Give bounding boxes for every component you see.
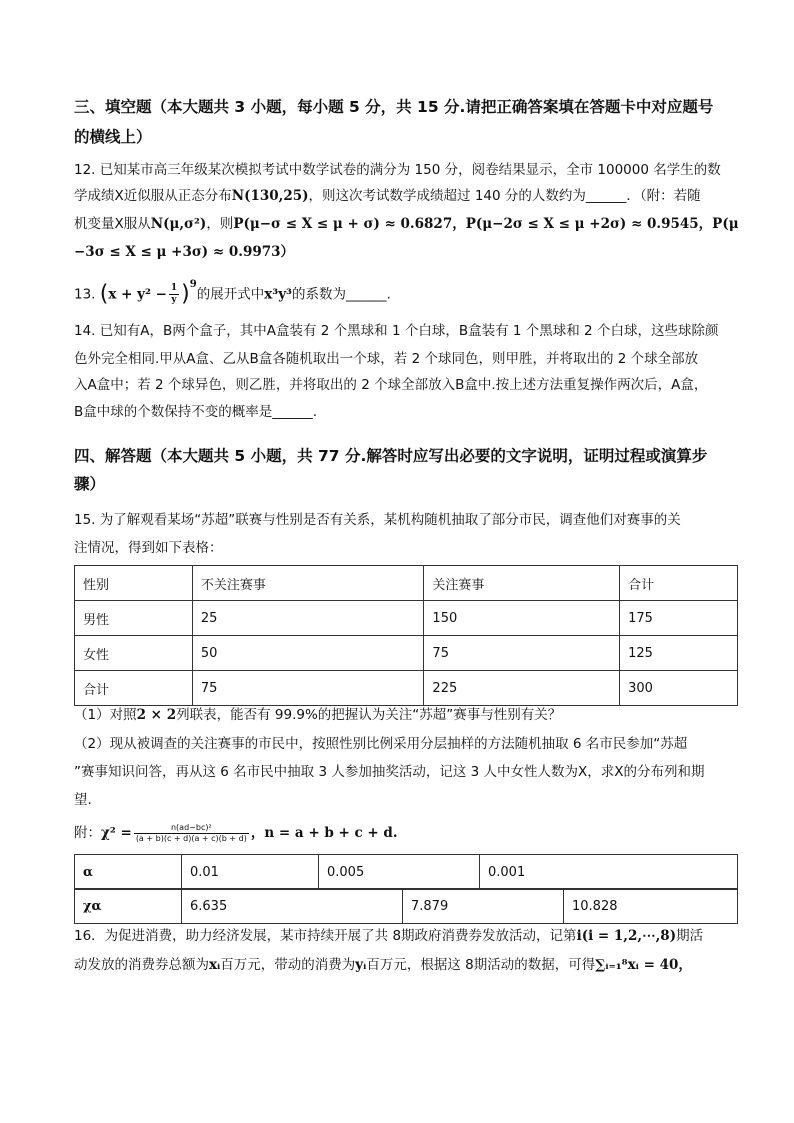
q13-exponent: 9 — [189, 279, 197, 290]
q12-line1: 12. 已知某市高三年级某次模拟考试中数学试卷的满分为 150 分，阅卷结果显示，全市 100000 名学生的数 — [74, 162, 721, 178]
q16-text: 百万元，带动的消费为 — [220, 957, 356, 973]
q15-critical-value-table-row2 — [74, 888, 738, 924]
table-cell: 75 — [424, 636, 620, 671]
q16-line1 — [74, 926, 703, 946]
q16-math: yᵢ — [355, 957, 367, 973]
table-header-cell: 性别 — [75, 566, 193, 601]
q13-fraction — [169, 283, 179, 306]
formula-lhs: χ² = — [101, 825, 132, 841]
formula-rhs: ，n = a + b + c + d. — [250, 825, 398, 841]
formula-num: n(ad−bc)² — [134, 823, 249, 834]
q13-expr: x + y² − — [108, 286, 167, 303]
q16-text: 动发放的消费券总额为 — [74, 957, 209, 973]
q13-text: 的展开式中 — [196, 286, 265, 303]
q13-number: 13. — [74, 286, 96, 303]
section3-heading-line2: 的横线上） — [74, 128, 152, 146]
table-cell: 225 — [424, 671, 620, 706]
q12-line3 — [74, 214, 739, 234]
formula-prefix: 附： — [74, 825, 101, 841]
table-cell: 0.01 — [182, 855, 319, 890]
table-row — [75, 889, 738, 924]
table-cell: 300 — [620, 671, 738, 706]
section4-heading-line1: 四、解答题（本大题共 5 小题，共 77 分.解答时应写出必要的文字说明，证明过程或演算步 — [74, 447, 708, 465]
q15-part2-line2: ”赛事知识问答，再从这 6 名市民中抽取 3 人参加抽奖活动，记这 3 人中女性人数为X，求X的分布列和期 — [74, 764, 705, 780]
table-row — [75, 601, 738, 636]
table-cell: 6.635 — [182, 889, 403, 924]
q15-text: （1）对照 — [74, 707, 137, 723]
alpha-label: α — [75, 855, 182, 890]
q12-math: P(μ−σ ≤ X ≤ μ + σ) ≈ 0.6827，P(μ−2σ ≤ X ≤ μ +2σ) ≈ 0.9545，P(μ — [233, 216, 739, 232]
q12-math: N(μ,σ²) — [150, 216, 207, 232]
q15-math: 2 × 2 — [136, 707, 177, 723]
table-row — [75, 671, 738, 706]
open-paren: ( — [99, 281, 109, 307]
q13-frac-den: y — [171, 295, 177, 305]
table-cell: 150 — [424, 601, 620, 636]
q12-line2 — [74, 186, 701, 206]
chi-alpha-label: χα — [75, 889, 182, 924]
q12-text: ，则 — [206, 216, 234, 232]
q15-line1: 15. 为了解观看某场“苏超”联赛与性别是否有关系，某机构随机抽取了部分市民，调查他们对赛事的关 — [74, 512, 681, 528]
q13-text: 的系数为______. — [291, 286, 391, 303]
q14-line2: 色外完全相同.甲从A盒、乙从B盒各随机取出一个球，若 2 个球同色，则甲胜，并将取出的 2 个球全部放 — [74, 351, 699, 367]
q12-text: 机变量X服从 — [74, 216, 151, 232]
table-cell: 0.005 — [319, 855, 480, 890]
q15-text: 列联表，能否有 99.9%的把握认为关注“苏超”赛事与性别有关？ — [176, 707, 562, 723]
q16-line2 — [74, 955, 692, 975]
table-cell: 男性 — [75, 601, 193, 636]
q16-math: i(i = 1,2,⋯,8) — [576, 928, 677, 944]
q12-math: N(130,25) — [231, 188, 309, 204]
table-cell: 女性 — [75, 636, 193, 671]
table-cell: 75 — [192, 671, 424, 706]
table-header-cell: 不关注赛事 — [192, 566, 424, 601]
q15-line2: 注情况，得到如下表格： — [74, 540, 223, 556]
formula-fraction — [134, 823, 249, 844]
table-cell: 175 — [620, 601, 738, 636]
q13-frac-num: 1 — [170, 283, 178, 293]
q14-line3: 入A盒中；若 2 个球异色，则乙胜，并将取出的 2 个球全部放入B盒中.按上述方法重复操作两次后，A盒， — [74, 377, 708, 393]
table-cell: 50 — [192, 636, 424, 671]
q12-text: 学成绩X近似服从正态分布 — [74, 188, 232, 204]
q12-line4: −3σ ≤ X ≤ μ +3σ) ≈ 0.9973） — [74, 244, 295, 260]
q16-text: 百万元，根据这 8期活动的数据，可得 — [366, 957, 596, 973]
q16-text: 期活 — [676, 928, 704, 944]
table-cell: 合计 — [75, 671, 193, 706]
section4-heading-line2: 骤） — [74, 475, 106, 493]
q14-line1: 14. 已知有A，B两个盒子，其中A盒装有 2 个黑球和 1 个白球，B盒装有 1 个黑球和 2 个白球，这些球除颜 — [74, 323, 719, 339]
table-row — [75, 855, 738, 890]
table-header-row — [75, 566, 738, 601]
close-paren: ) — [181, 281, 190, 307]
q15-part2-line3: 望. — [74, 792, 92, 808]
q15-contingency-table — [74, 565, 738, 706]
table-row — [75, 636, 738, 671]
q14-line4: B盒中球的个数保持不变的概率是______. — [74, 404, 318, 420]
q13-term: x³y³ — [264, 286, 292, 303]
table-cell: 10.828 — [564, 889, 738, 924]
table-header-cell: 合计 — [620, 566, 738, 601]
q15-formula — [74, 820, 398, 846]
formula-den: (a + b)(c + d)(a + c)(b + d) — [135, 833, 247, 843]
q12-text: ，则这次考试数学成绩超过 140 分的人数约为______．（附：若随 — [308, 188, 701, 204]
q15-part1 — [74, 705, 561, 725]
table-cell: 7.879 — [403, 889, 564, 924]
q15-critical-value-table — [74, 854, 738, 890]
q13-line — [74, 281, 391, 306]
table-cell: 125 — [620, 636, 738, 671]
q16-math: ∑ᵢ₌₁⁸xᵢ = 40， — [595, 957, 692, 973]
table-cell: 0.001 — [480, 855, 738, 890]
table-header-cell: 关注赛事 — [424, 566, 620, 601]
q16-math: xᵢ — [209, 957, 221, 973]
q16-text: 16．为促进消费，助力经济发展，某市持续开展了共 8期政府消费券发放活动，记第 — [74, 928, 577, 944]
section3-heading-line1: 三、填空题（本大题共 3 小题，每小题 5 分，共 15 分.请把正确答案填在答题卡中对应题号 — [74, 98, 714, 116]
q15-part2-line1: （2）现从被调查的关注赛事的市民中，按照性别比例采用分层抽样的方法随机抽取 6 名市民参加“苏超 — [74, 736, 688, 752]
table-cell: 25 — [192, 601, 424, 636]
